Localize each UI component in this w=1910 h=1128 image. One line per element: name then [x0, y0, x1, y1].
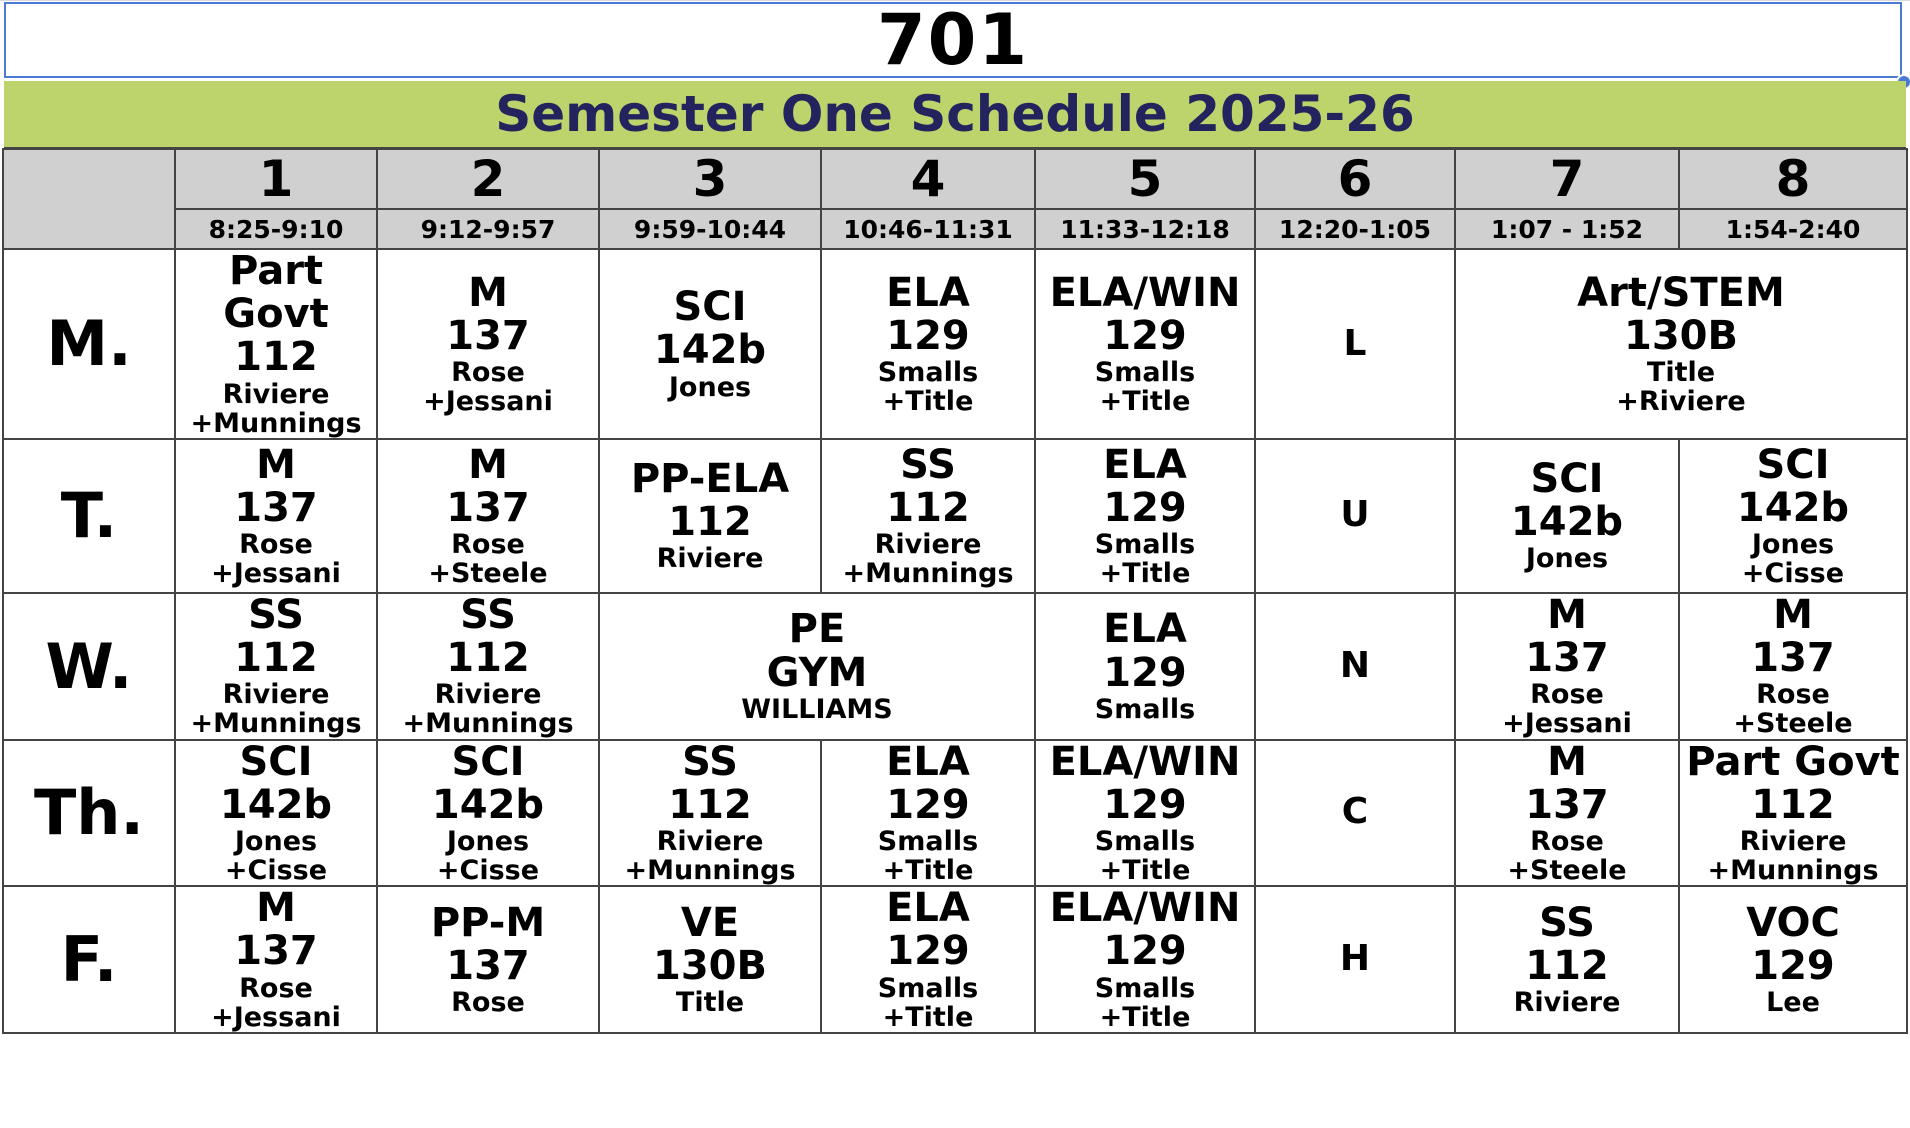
cell-line: Smalls	[1094, 972, 1196, 1004]
cell-content	[176, 741, 376, 886]
cell-line: +Cisse	[224, 855, 328, 887]
period-time[interactable]: 8:25-9:10	[175, 209, 377, 249]
cell-line: SCI	[1756, 441, 1830, 488]
cell-line: Riviere	[222, 378, 330, 410]
cell-line: 112	[886, 484, 970, 531]
cell-line: +Title	[1099, 386, 1191, 418]
cell-line: Rose	[451, 528, 525, 560]
period-time[interactable]: 1:07 - 1:52	[1455, 209, 1679, 249]
cell-line: 129	[1103, 312, 1187, 359]
cell-content	[600, 899, 820, 1019]
cell-content	[378, 899, 598, 1019]
class-cell[interactable]	[1455, 593, 1679, 740]
day-label[interactable]: Th.	[3, 740, 175, 887]
cell-line: +Title	[882, 386, 974, 418]
period-number[interactable]: 6	[1255, 149, 1455, 209]
class-cell[interactable]	[1455, 249, 1907, 439]
period-time[interactable]: 9:59-10:44	[599, 209, 821, 249]
cell-line: Jones	[1751, 528, 1835, 560]
cell-line: Jones	[234, 825, 318, 857]
cell-line: SS	[900, 441, 956, 488]
cell-line: +Title	[1099, 1001, 1191, 1033]
cell-line: 137	[234, 928, 318, 975]
cell-line: Rose	[1756, 679, 1830, 711]
cell-content	[1456, 458, 1678, 574]
cell-line: 129	[1103, 484, 1187, 531]
cell-line: M	[468, 269, 508, 316]
cell-content	[1036, 608, 1254, 724]
cell-content	[1680, 741, 1906, 886]
cell-line: 129	[1103, 781, 1187, 828]
cell-line: M	[1547, 592, 1587, 638]
period-time[interactable]: 10:46-11:31	[821, 209, 1035, 249]
cell-line: +Munnings	[190, 407, 362, 439]
cell-line: Rose	[239, 972, 313, 1004]
lunch-cell[interactable]	[1255, 439, 1455, 593]
cell-content	[1256, 496, 1454, 535]
cell-content	[378, 594, 598, 739]
class-cell[interactable]	[175, 249, 377, 439]
schedule-banner[interactable]: Semester One Schedule 2025-26	[4, 81, 1906, 149]
cell-line: +Munnings	[624, 855, 796, 887]
cell-line: +Title	[1099, 855, 1191, 887]
cell-line: SCI	[451, 739, 525, 785]
class-cell[interactable]	[1679, 439, 1907, 593]
period-number[interactable]: 7	[1455, 149, 1679, 209]
day-label[interactable]: M.	[3, 249, 175, 439]
cell-line: 112	[234, 635, 318, 682]
cell-line: 112	[1525, 943, 1609, 990]
cell-line: VOC	[1746, 899, 1840, 946]
cell-content	[1036, 741, 1254, 886]
day-row	[3, 593, 1907, 740]
cell-line: L	[1343, 322, 1367, 364]
day-label[interactable]: W.	[3, 593, 175, 740]
period-number[interactable]: 2	[377, 149, 599, 209]
cell-content	[822, 441, 1034, 590]
cell-content	[822, 741, 1034, 886]
cell-line: Rose	[451, 356, 525, 388]
cell-line: Art/STEM	[1577, 269, 1785, 316]
period-number[interactable]: 8	[1679, 149, 1907, 209]
cell-line: M	[1773, 592, 1813, 638]
cell-line: M	[468, 441, 508, 488]
day-label[interactable]: T.	[3, 439, 175, 593]
cell-line: 112	[234, 334, 318, 381]
cell-line: 142b	[1510, 499, 1624, 546]
cell-content	[822, 887, 1034, 1032]
class-cell[interactable]	[1455, 439, 1679, 593]
class-cell[interactable]	[175, 593, 377, 740]
cell-content	[600, 741, 820, 886]
class-cell[interactable]	[175, 439, 377, 593]
cell-line: 137	[446, 943, 530, 990]
cell-content	[176, 887, 376, 1032]
cell-line: 142b	[219, 781, 333, 828]
title-cell[interactable]: 701	[4, 2, 1902, 78]
cell-line: 137	[1525, 781, 1609, 828]
cell-line: Riviere	[434, 679, 542, 711]
class-cell[interactable]	[1035, 439, 1255, 593]
cell-line: H	[1339, 938, 1371, 980]
lunch-cell[interactable]	[1255, 249, 1455, 439]
cell-line: 112	[668, 781, 752, 828]
cell-line: +Riviere	[1616, 386, 1746, 418]
cell-content	[1036, 441, 1254, 590]
cell-line: +Steele	[1733, 708, 1853, 740]
cell-line: ELA	[1103, 441, 1187, 488]
class-cell[interactable]	[1679, 593, 1907, 740]
cell-line: U	[1340, 494, 1370, 536]
day-row	[3, 740, 1907, 887]
cell-line: 112	[1751, 781, 1835, 828]
cell-line: Riviere	[1739, 825, 1847, 857]
cell-line: +Jessani	[1502, 708, 1632, 740]
cell-line: 129	[1103, 649, 1187, 696]
class-cell[interactable]	[175, 740, 377, 887]
cell-line: M	[256, 441, 296, 488]
cell-line: SS	[682, 739, 738, 785]
period-number[interactable]: 1	[175, 149, 377, 209]
cell-line: Jones	[668, 371, 752, 403]
period-time[interactable]: 12:20-1:05	[1255, 209, 1455, 249]
cell-line: Riviere	[222, 679, 330, 711]
day-row	[3, 439, 1907, 593]
class-cell[interactable]	[1035, 593, 1255, 740]
cell-line: 129	[886, 928, 970, 975]
cell-line: Smalls	[1094, 693, 1196, 725]
class-cell[interactable]	[1455, 886, 1679, 1033]
cell-line: Govt	[223, 291, 329, 338]
cell-line: C	[1341, 791, 1369, 833]
cell-content	[822, 269, 1034, 418]
class-cell[interactable]	[1035, 886, 1255, 1033]
day-label[interactable]: F.	[3, 886, 175, 1033]
cell-content	[1036, 269, 1254, 418]
cell-content	[1680, 594, 1906, 739]
class-cell[interactable]	[1035, 249, 1255, 439]
day-row	[3, 249, 1907, 439]
cell-line: Smalls	[1094, 356, 1196, 388]
cell-line: Rose	[451, 987, 525, 1019]
cell-line: Rose	[1530, 825, 1604, 857]
class-cell[interactable]	[599, 886, 821, 1033]
cell-line: 137	[1525, 635, 1609, 682]
cell-line: Smalls	[877, 825, 979, 857]
cell-line: ELA	[886, 269, 970, 316]
cell-content	[600, 608, 1034, 724]
corner-cell[interactable]	[3, 149, 175, 249]
cell-line: ELA/WIN	[1049, 886, 1241, 932]
class-cell[interactable]	[821, 740, 1035, 887]
cell-line: PP-M	[430, 899, 546, 946]
cell-line: Jones	[446, 825, 530, 857]
cell-line: Rose	[239, 528, 313, 560]
cell-content	[1456, 269, 1906, 418]
cell-line: +Munnings	[190, 708, 362, 740]
cell-content	[1456, 899, 1678, 1019]
cell-line: 129	[1103, 928, 1187, 975]
cell-content	[1456, 741, 1678, 886]
cell-line: Smalls	[1094, 825, 1196, 857]
cell-line: 129	[886, 781, 970, 828]
cell-line: ELA	[1103, 606, 1187, 653]
cell-line: Riviere	[656, 825, 764, 857]
cell-line: ELA/WIN	[1049, 269, 1241, 316]
cell-line: 142b	[431, 781, 545, 828]
lunch-cell[interactable]	[1255, 593, 1455, 740]
cell-line: +Title	[1099, 558, 1191, 590]
cell-content	[1256, 322, 1454, 364]
cell-content	[1256, 940, 1454, 979]
lunch-cell[interactable]	[1255, 886, 1455, 1033]
cell-line: Part Govt	[1686, 739, 1900, 785]
cell-line: +Munnings	[842, 558, 1014, 590]
cell-line: WILLIAMS	[741, 693, 893, 725]
class-cell[interactable]	[377, 886, 599, 1033]
cell-line: 142b	[1736, 484, 1850, 531]
cell-line: +Jessani	[211, 1001, 341, 1033]
cell-line: SCI	[1530, 456, 1604, 503]
cell-line: Smalls	[1094, 528, 1196, 560]
cell-line: +Title	[882, 1001, 974, 1033]
cell-line: GYM	[766, 649, 868, 696]
cell-line: SS	[460, 592, 516, 638]
class-cell[interactable]	[1679, 740, 1907, 887]
cell-line: Riviere	[1513, 987, 1621, 1019]
cell-line: PP-ELA	[630, 456, 790, 503]
cell-content	[378, 441, 598, 590]
cell-content	[1680, 441, 1906, 590]
cell-line: SCI	[239, 739, 313, 785]
class-cell[interactable]	[599, 249, 821, 439]
cell-line: 130B	[1624, 312, 1738, 359]
cell-content	[600, 458, 820, 574]
cell-content	[1256, 793, 1454, 832]
class-cell[interactable]	[175, 886, 377, 1033]
cell-content	[378, 741, 598, 886]
cell-line: Smalls	[877, 972, 979, 1004]
cell-line: Title	[675, 987, 745, 1019]
class-cell[interactable]	[377, 439, 599, 593]
cell-line: 129	[886, 312, 970, 359]
cell-line: +Jessani	[211, 558, 341, 590]
cell-line: +Cisse	[1741, 558, 1845, 590]
class-cell[interactable]	[377, 249, 599, 439]
period-time[interactable]: 1:54-2:40	[1679, 209, 1907, 249]
cell-content	[1456, 594, 1678, 739]
cell-line: +Steele	[428, 558, 548, 590]
day-row	[3, 886, 1907, 1033]
cell-line: Jones	[1525, 543, 1609, 575]
cell-line: 129	[1751, 943, 1835, 990]
cell-line: Riviere	[656, 543, 764, 575]
cell-line: 112	[446, 635, 530, 682]
cell-line: M	[1547, 739, 1587, 785]
cell-line: Title	[1646, 356, 1716, 388]
period-number[interactable]: 4	[821, 149, 1035, 209]
cell-content	[1036, 887, 1254, 1032]
class-cell[interactable]	[599, 740, 821, 887]
class-cell[interactable]	[599, 439, 821, 593]
cell-line: +Jessani	[423, 386, 553, 418]
cell-line: 112	[668, 499, 752, 546]
cell-line: 130B	[653, 943, 767, 990]
class-cell[interactable]	[1035, 740, 1255, 887]
class-cell[interactable]	[821, 439, 1035, 593]
cell-line: Part	[228, 249, 324, 294]
class-cell[interactable]	[377, 740, 599, 887]
class-cell[interactable]	[377, 593, 599, 740]
cell-content	[1256, 644, 1454, 686]
cell-line: +Steele	[1507, 855, 1627, 887]
cell-line: 142b	[653, 327, 767, 374]
class-cell[interactable]	[821, 249, 1035, 439]
cell-content	[176, 594, 376, 739]
cell-line: VE	[680, 899, 740, 946]
cell-line: +Munnings	[402, 708, 574, 740]
period-number[interactable]: 3	[599, 149, 821, 209]
cell-line: M	[256, 886, 296, 932]
cell-content	[176, 441, 376, 590]
schedule-table	[2, 148, 1908, 1034]
period-number-row	[3, 149, 1907, 209]
class-cell[interactable]	[821, 886, 1035, 1033]
cell-line: +Cisse	[436, 855, 540, 887]
cell-line: ELA	[886, 739, 970, 785]
cell-line: SS	[1539, 899, 1595, 946]
cell-line: SS	[248, 592, 304, 638]
cell-line: ELA/WIN	[1049, 739, 1241, 785]
cell-line: Rose	[1530, 679, 1604, 711]
class-cell[interactable]	[599, 593, 1035, 740]
cell-line: 137	[446, 312, 530, 359]
cell-line: 137	[446, 484, 530, 531]
cell-content	[378, 269, 598, 418]
cell-line: Lee	[1766, 987, 1820, 1019]
period-time[interactable]: 9:12-9:57	[377, 209, 599, 249]
class-cell[interactable]	[1455, 740, 1679, 887]
cell-line: N	[1339, 644, 1371, 686]
cell-line: +Munnings	[1707, 855, 1879, 887]
cell-content	[1680, 899, 1906, 1019]
cell-line: ELA	[886, 886, 970, 932]
lunch-cell[interactable]	[1255, 740, 1455, 887]
cell-line: Riviere	[874, 528, 982, 560]
cell-line: 137	[234, 484, 318, 531]
cell-line: 137	[1751, 635, 1835, 682]
period-time-row	[3, 209, 1907, 249]
cell-line: +Title	[882, 855, 974, 887]
cell-content	[176, 250, 376, 438]
period-time[interactable]: 11:33-12:18	[1035, 209, 1255, 249]
cell-line: Smalls	[877, 356, 979, 388]
cell-line: SCI	[673, 284, 747, 331]
cell-content	[600, 286, 820, 402]
cell-line: PE	[788, 606, 846, 653]
period-number[interactable]: 5	[1035, 149, 1255, 209]
class-cell[interactable]	[1679, 886, 1907, 1033]
